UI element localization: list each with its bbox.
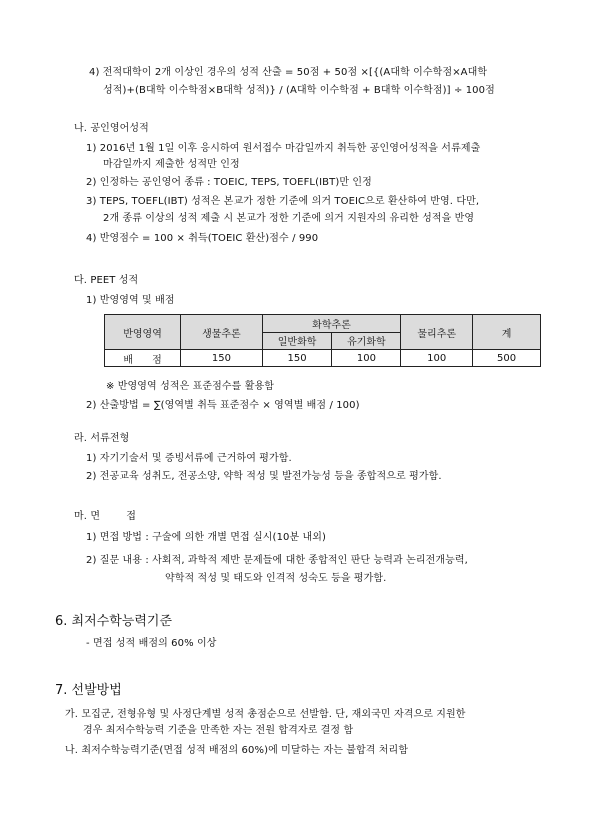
interview-item-1: 1) 면접 방법 : 구술에 의한 개별 면접 실시(10분 내외) — [86, 532, 327, 543]
table-header-chem-general: 일반화학 — [262, 332, 332, 350]
heading-min-ability: 6. 최저수학능력기준 — [55, 614, 172, 629]
table-header-chem-organic: 유기화학 — [332, 332, 401, 350]
english-item-3: 3) TEPS, TOEFL(IBT) 성적은 본교가 정한 기준에 의거 TOEIC으로 환산하여 반영. 다만, — [86, 196, 480, 207]
formula-line-1: 4) 전적대학이 2개 이상인 경우의 성적 산출 = 50점 + 50점 ×[{(A대학 이수학점×A대학 — [89, 67, 488, 78]
peet-note: ※ 반영영역 성적은 표준점수를 활용함 — [106, 381, 274, 392]
heading-selection-method: 7. 선발방법 — [55, 683, 122, 698]
table-header-bio: 생물추론 — [181, 315, 263, 350]
table-row-label: 배 점 — [105, 350, 181, 367]
heading-document-screening: 라. 서류전형 — [74, 433, 130, 444]
english-item-4: 4) 반영점수 = 100 × 취득(TOEIC 환산)점수 / 990 — [86, 233, 319, 244]
document-item-1: 1) 자기기술서 및 증빙서류에 근거하여 평가함. — [86, 453, 292, 464]
table-header-chem: 화학추론 — [262, 315, 401, 333]
peet-sub-2: 2) 산출방법 = ∑(영역별 취득 표준점수 × 영역별 배점 / 100) — [86, 400, 360, 411]
heading-peet: 다. PEET 성적 — [74, 275, 139, 286]
table-cell-chem-organic: 100 — [332, 350, 401, 367]
table-cell-phys: 100 — [401, 350, 473, 367]
heading-interview: 마. 면 접 — [74, 511, 137, 522]
heading-english-score: 나. 공인영어성적 — [74, 123, 149, 134]
table-cell-bio: 150 — [181, 350, 263, 367]
document-item-2: 2) 전공교육 성취도, 전공소양, 약학 적성 및 발전가능성 등을 종합적으로 평가함. — [86, 471, 442, 482]
selection-item-na: 나. 최저수학능력기준(면접 성적 배점의 60%)에 미달하는 자는 불합격 처리함 — [65, 745, 409, 756]
min-ability-text: - 면접 성적 배점의 60% 이상 — [86, 638, 217, 649]
table-cell-total: 500 — [473, 350, 541, 367]
interview-item-2-cont: 약학적 적성 및 태도와 인격적 성숙도 등을 평가함. — [165, 573, 387, 584]
english-item-2: 2) 인정하는 공인영어 종류 : TOEIC, TEPS, TOEFL(IBT)만 인정 — [86, 177, 372, 188]
peet-sub-1: 1) 반영영역 및 배점 — [86, 295, 175, 306]
interview-item-2: 2) 질문 내용 : 사회적, 과학적 제반 문제들에 대한 종합적인 판단 능력과 논리전개능력, — [86, 555, 468, 566]
table-header-area: 반영영역 — [105, 315, 181, 350]
peet-score-table — [104, 314, 541, 367]
selection-item-ga: 가. 모집군, 전형유형 및 사정단계별 성적 총점순으로 선발함. 단, 재외국민 자격으로 지원한 — [65, 709, 466, 720]
english-item-1-cont: 마감일까지 제출한 성적만 인정 — [103, 159, 240, 170]
english-item-3-cont: 2개 종류 이상의 성적 제출 시 본교가 정한 기준에 의거 지원자의 유리한 성적을 반영 — [103, 213, 475, 224]
table-header-total: 계 — [473, 315, 541, 350]
selection-item-ga-cont: 경우 최저수학능력 기준을 만족한 자는 전원 합격자로 결정 함 — [83, 725, 354, 736]
table-cell-chem-general: 150 — [262, 350, 332, 367]
table-header-phys: 물리추론 — [401, 315, 473, 350]
english-item-1: 1) 2016년 1월 1일 이후 응시하여 원서접수 마감일까지 취득한 공인영어성적을 서류제출 — [86, 143, 481, 154]
formula-line-2: 성적)+(B대학 이수학점×B대학 성적)} / (A대학 이수학점 + B대학 이수학점)] ÷ 100점 — [103, 85, 495, 96]
